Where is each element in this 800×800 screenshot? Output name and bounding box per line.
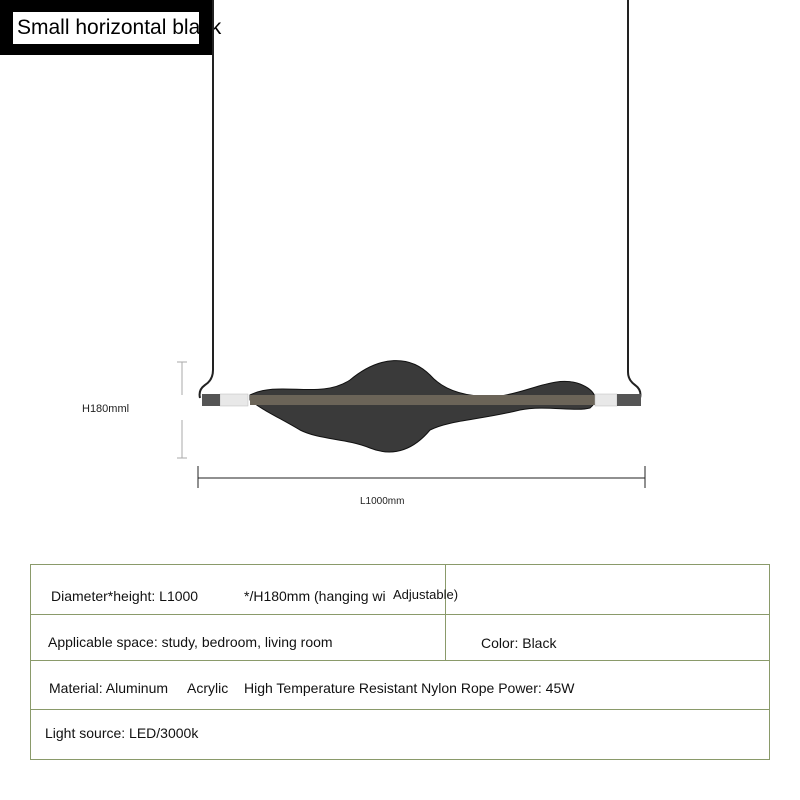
spec-adjustable: Adjustable) — [393, 587, 459, 602]
spec-light-source: Light source: LED/3000k — [45, 725, 199, 741]
height-label: H180mml — [82, 403, 130, 415]
spec-table — [30, 564, 770, 760]
left-acrylic-cap — [220, 394, 248, 406]
length-label: L1000mm — [360, 496, 405, 507]
spec-material: Material: Aluminum — [49, 680, 169, 696]
spec-material-rope-power: High Temperature Resistant Nylon Rope Power: 45W — [244, 680, 575, 696]
spec-space: Applicable space: study, bedroom, living room — [48, 634, 333, 650]
spec-color: Color: Black — [481, 635, 557, 651]
spec-material-acrylic: Acrylic — [187, 680, 229, 696]
left-hanging-cord — [200, 0, 213, 398]
table-divider — [445, 565, 446, 660]
right-end-cap — [617, 394, 641, 406]
lamp-wave-shade — [250, 361, 595, 452]
lamp-tube — [250, 395, 595, 405]
product-title: Small horizontal black — [17, 16, 222, 39]
left-end-cap — [202, 394, 220, 406]
spec-diameter-label: Diameter*height: L1000 — [51, 588, 199, 604]
right-hanging-cord — [628, 0, 640, 398]
spec-diameter-value: */H180mm (hanging wi — [244, 588, 386, 604]
right-acrylic-cap — [595, 394, 617, 406]
